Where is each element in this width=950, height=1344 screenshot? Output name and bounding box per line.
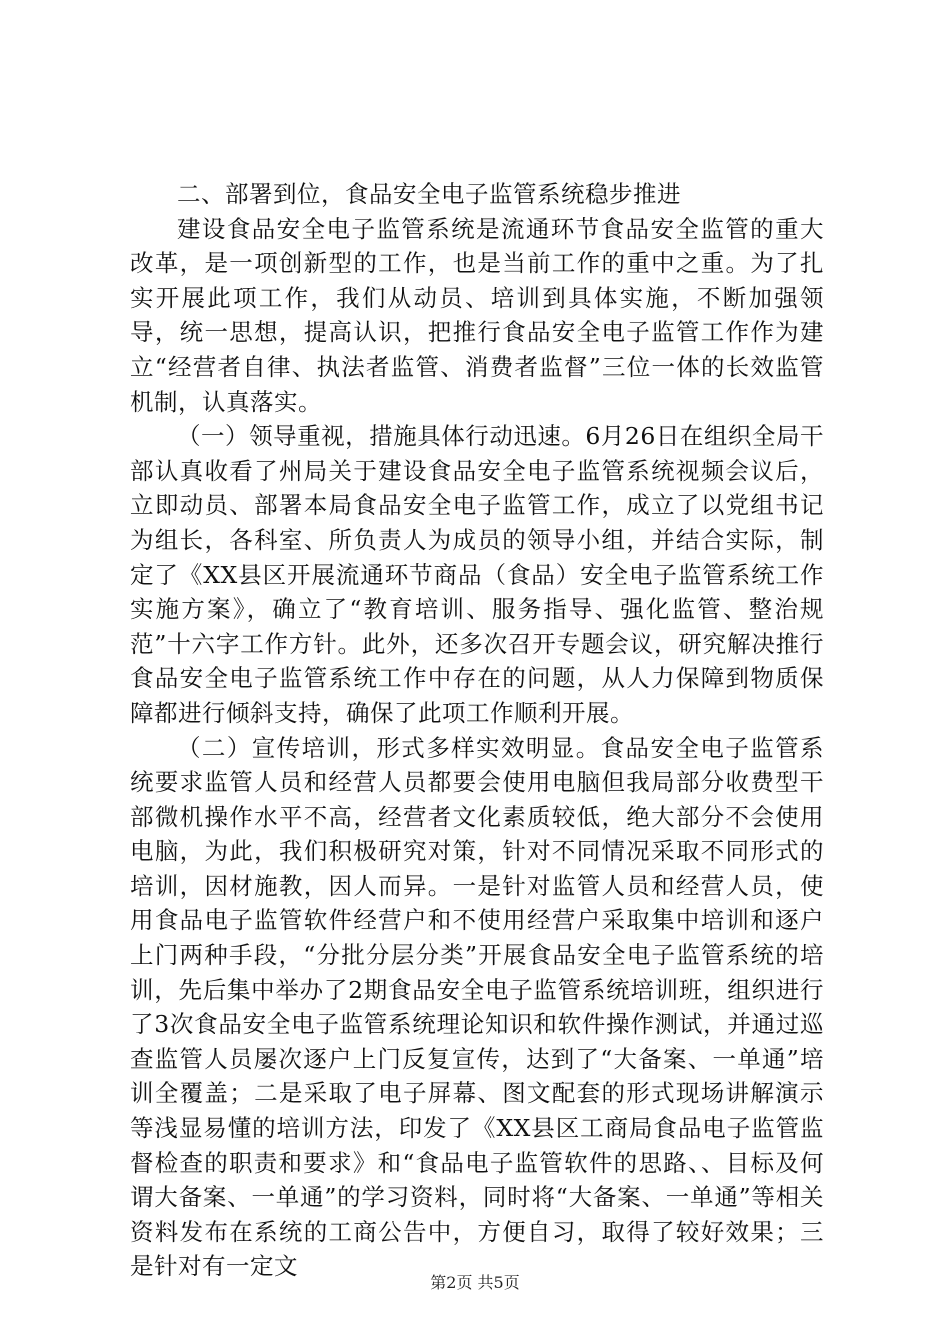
paragraph-intro: 建设食品安全电子监管系统是流通环节食品安全监管的重大改革，是一项创新型的工作，也是当前工作的重中之重。为了扎实开展此项工作，我们从动员、培训到具体实施，不断加强领导，统一思想，提高认识，把推行食品安全电子监管工作作为建立“经营者自律、执法者监管、消费者监督”三位一体的长效监管机制，认真落实。: [130, 214, 824, 416]
page-footer: 第2页 共5页: [430, 1273, 520, 1292]
paragraph-leadership: （一）领导重视，措施具体行动迅速。6月26日在组织全局干部认真收看了州局关于建设食品安全电子监管系统视频会议后，立即动员、部署本局食品安全电子监管工作，成立了以党组书记为组长，各科室、所负责人为成员的领导小组，并结合实际，制定了《XX县区开展流通环节商品（食品）安全电子监管系统工作实施方案》，确立了“教育培训、服务指导、强化监管、整治规范”十六字工作方针。此外，还多次召开专题会议，研究解决推行食品安全电子监管系统工作中存在的问题，从人力保障到物质保障都进行倾斜支持，确保了此项工作顺利开展。: [130, 422, 824, 727]
paragraph-training: （二）宣传培训，形式多样实效明显。食品安全电子监管系统要求监管人员和经营人员都要会使用电脑但我局部分收费型干部微机操作水平不高，经营者文化素质较低，绝大部分不会使用电脑，为此，我们积极研究对策，针对不同情况采取不同形式的培训，因材施教，因人而异。一是针对监管人员和经营人员，使用食品电子监管软件经营户和不使用经营户采取集中培训和逐户上门两种手段，“分批分层分类”开展食品安全电子监管系统的培训，先后集中举办了2期食品安全电子监管系统培训班，组织进行了3次食品安全电子监管系统理论知识和软件操作测试，并通过巡查监管人员屡次逐户上门反复宣传，达到了“大备案、一单通”培训全覆盖；二是采取了电子屏幕、图文配套的形式现场讲解演示等浅显易懂的培训方法，印发了《XX县区工商局食品电子监管监督检查的职责和要求》和“食品电子监管软件的思路、、目标及何谓大备案、一单通”的学习资料，同时将“大备案、一单通”等相关资料发布在系统的工商公告中，方便自习，取得了较好效果；三是针对有一定文: [130, 733, 824, 1281]
section-heading: 二、部署到位，食品安全电子监管系统稳步推进: [177, 180, 681, 208]
document-body: [130, 177, 824, 1284]
